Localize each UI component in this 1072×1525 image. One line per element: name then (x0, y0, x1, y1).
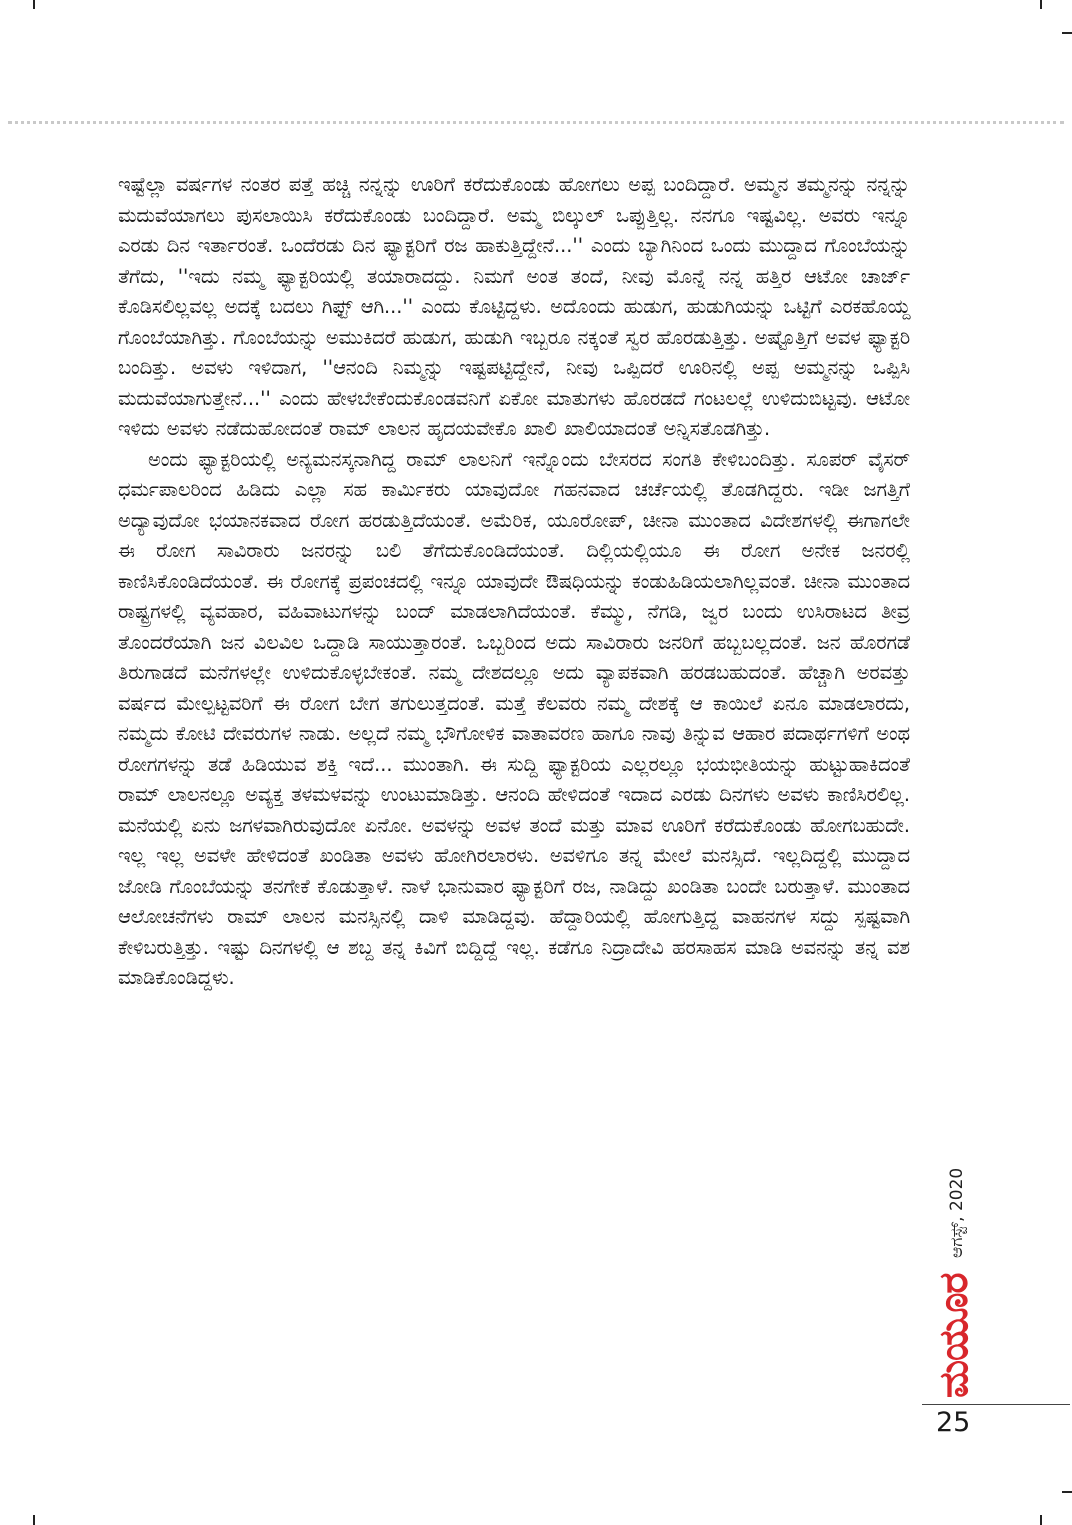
article-body (118, 170, 910, 994)
crop-mark-top-right (1040, 0, 1042, 9)
crop-mark-bottom-left (33, 1515, 35, 1525)
article-paragraph-1: ಇಷ್ಟೆಲ್ಲಾ ವರ್ಷಗಳ ನಂತರ ಪತ್ತೆ ಹಚ್ಚಿ ನನ್ನನ್ನು ಊರಿಗೆ ಕರೆದುಕೊಂಡು ಹೋಗಲು ಅಪ್ಪ ಬಂದಿದ್ದಾರೆ. ಅಮ್ಮನ ತಮ್ಮನನ್ನು ನನ್ನನ್ನು ಮದುವೆಯಾಗಲು ಪುಸಲಾಯಿಸಿ ಕರೆದುಕೊಂಡು ಬಂದಿದ್ದಾರೆ. ಅಮ್ಮ ಬಿಲ್ಕುಲ್ ಒಪ್ಪುತ್ತಿಲ್ಲ. ನನಗೂ ಇಷ್ಟವಿಲ್ಲ. ಅವರು ಇನ್ನೂ ಎರಡು ದಿನ ಇರ್ತಾರಂತೆ. ಒಂದೆರಡು ದಿನ ಫ್ಯಾಕ್ಟರಿಗೆ ರಜ ಹಾಕುತ್ತಿದ್ದೇನೆ...'' ಎಂದು ಬ್ಯಾಗಿನಿಂದ ಒಂದು ಮುದ್ದಾದ ಗೊಂಬೆಯನ್ನು ತೆಗೆದು, ''ಇದು ನಮ್ಮ ಫ್ಯಾಕ್ಟರಿಯಲ್ಲಿ ತಯಾರಾದದ್ದು. ನಿಮಗೆ ಅಂತ ತಂದೆ, ನೀವು ಮೊನ್ನೆ ನನ್ನ ಹತ್ತಿರ ಆಟೋ ಚಾರ್ಜ್ ಕೊಡಿಸಲಿಲ್ಲವಲ್ಲ ಅದಕ್ಕೆ ಬದಲು ಗಿಫ್ಟ್ ಆಗಿ...'' ಎಂದು ಕೊಟ್ಟಿದ್ದಳು. ಅದೊಂದು ಹುಡುಗ, ಹುಡುಗಿಯನ್ನು ಒಟ್ಟಿಗೆ ಎರಕಹೊಯ್ದ ಗೊಂಬೆಯಾಗಿತ್ತು. ಗೊಂಬೆಯನ್ನು ಅಮುಕಿದರೆ ಹುಡುಗ, ಹುಡುಗಿ ಇಬ್ಬರೂ ನಕ್ಕಂತೆ ಸ್ವರ ಹೊರಡುತ್ತಿತ್ತು. ಅಷ್ಟೊತ್ತಿಗೆ ಅವಳ ಫ್ಯಾಕ್ಟರಿ ಬಂದಿತ್ತು. ಅವಳು ಇಳಿದಾಗ, ''ಆನಂದಿ ನಿಮ್ಮನ್ನು ಇಷ್ಟಪಟ್ಟಿದ್ದೇನೆ, ನೀವು ಒಪ್ಪಿದರೆ ಊರಿನಲ್ಲಿ ಅಪ್ಪ ಅಮ್ಮನನ್ನು ಒಪ್ಪಿಸಿ ಮದುವೆಯಾಗುತ್ತೇನೆ...'' ಎಂದು ಹೇಳಬೇಕೆಂದುಕೊಂಡವನಿಗೆ ಏಕೋ ಮಾತುಗಳು ಹೊರಡದೆ ಗಂಟಲಲ್ಲೆ ಉಳಿದುಬಿಟ್ಟವು. ಆಟೋ ಇಳಿದು ಅವಳು ನಡೆದುಹೋದಂತೆ ರಾಮ್ ಲಾಲನ ಹೃದಯವೇಕೊ ಖಾಲಿ ಖಾಲಿಯಾದಂತೆ ಅನ್ನಿಸತೊಡಗಿತ್ತು. (118, 173, 910, 440)
issue-date: ಆಗಸ್ಟ್, 2020 (947, 1167, 967, 1258)
crop-mark-right-upper (1062, 32, 1072, 34)
crop-mark-bottom-right (1040, 1515, 1042, 1525)
header-dotted-rule (8, 121, 1064, 124)
magazine-logo: ಮಯೂರ (931, 1273, 977, 1398)
crop-mark-right-lower (1062, 1491, 1072, 1493)
page-number: 25 (936, 1407, 971, 1438)
crop-mark-top-left (33, 0, 35, 9)
article-paragraph-2: ಅಂದು ಫ್ಯಾಕ್ಟರಿಯಲ್ಲಿ ಅನ್ಯಮನಸ್ಕನಾಗಿದ್ದ ರಾಮ್ ಲಾಲನಿಗೆ ಇನ್ನೊಂದು ಬೇಸರದ ಸಂಗತಿ ಕೇಳಿಬಂದಿತ್ತು. ಸೂಪರ್ ವೈಸರ್ ಧರ್ಮಪಾಲರಿಂದ ಹಿಡಿದು ಎಲ್ಲಾ ಸಹ ಕಾರ್ಮಿಕರು ಯಾವುದೋ ಗಹನವಾದ ಚರ್ಚೆಯಲ್ಲಿ ತೊಡಗಿದ್ದರು. ಇಡೀ ಜಗತ್ತಿಗೆ ಅದ್ಯಾವುದೋ ಭಯಾನಕವಾದ ರೋಗ ಹರಡುತ್ತಿದೆಯಂತೆ. ಅಮೆರಿಕ, ಯೂರೋಪ್, ಚೀನಾ ಮುಂತಾದ ವಿದೇಶಗಳಲ್ಲಿ ಈಗಾಗಲೇ ಈ ರೋಗ ಸಾವಿರಾರು ಜನರನ್ನು ಬಲಿ ತೆಗೆದುಕೊಂಡಿದೆಯಂತೆ. ದಿಲ್ಲಿಯಲ್ಲಿಯೂ ಈ ರೋಗ ಅನೇಕ ಜನರಲ್ಲಿ ಕಾಣಿಸಿಕೊಂಡಿದೆಯಂತೆ. ಈ ರೋಗಕ್ಕೆ ಪ್ರಪಂಚದಲ್ಲಿ ಇನ್ನೂ ಯಾವುದೇ ಔಷಧಿಯನ್ನು ಕಂಡುಹಿಡಿಯಲಾಗಿಲ್ಲವಂತೆ. ಚೀನಾ ಮುಂತಾದ ರಾಷ್ಟ್ರಗಳಲ್ಲಿ ವ್ಯವಹಾರ, ವಹಿವಾಟುಗಳನ್ನು ಬಂದ್ ಮಾಡಲಾಗಿದೆಯಂತೆ. ಕೆಮ್ಮು, ನೆಗಡಿ, ಜ್ವರ ಬಂದು ಉಸಿರಾಟದ ತೀವ್ರ ತೊಂದರೆಯಾಗಿ ಜನ ವಿಲವಿಲ ಒದ್ದಾಡಿ ಸಾಯುತ್ತಾರಂತೆ. ಒಬ್ಬರಿಂದ ಅದು ಸಾವಿರಾರು ಜನರಿಗೆ ಹಬ್ಬಬಲ್ಲದಂತೆ. ಜನ ಹೊರಗಡೆ ತಿರುಗಾಡದೆ ಮನೆಗಳಲ್ಲೇ ಉಳಿದುಕೊಳ್ಳಬೇಕಂತೆ. ನಮ್ಮ ದೇಶದಲ್ಲೂ ಅದು ವ್ಯಾಪಕವಾಗಿ ಹರಡಬಹುದಂತೆ. ಹೆಚ್ಚಾಗಿ ಅರವತ್ತು ವರ್ಷದ ಮೇಲ್ಪಟ್ಟವರಿಗೆ ಈ ರೋಗ ಬೇಗ ತಗುಲುತ್ತದಂತೆ. ಮತ್ತೆ ಕೆಲವರು ನಮ್ಮ ದೇಶಕ್ಕೆ ಆ ಕಾಯಿಲೆ ಏನೂ ಮಾಡಲಾರದು, ನಮ್ಮದು ಕೋಟಿ ದೇವರುಗಳ ನಾಡು. ಅಲ್ಲದೆ ನಮ್ಮ ಭೌಗೋಳಿಕ ವಾತಾವರಣ ಹಾಗೂ ನಾವು ತಿನ್ನುವ ಆಹಾರ ಪದಾರ್ಥಗಳಿಗೆ ಅಂಥ ರೋಗಗಳನ್ನು ತಡೆ ಹಿಡಿಯುವ ಶಕ್ತಿ ಇದೆ... ಮುಂತಾಗಿ. ಈ ಸುದ್ದಿ ಫ್ಯಾಕ್ಟರಿಯ ಎಲ್ಲರಲ್ಲೂ ಭಯಭೀತಿಯನ್ನು ಹುಟ್ಟುಹಾಕಿದಂತೆ ರಾಮ್ ಲಾಲನಲ್ಲೂ ಅವ್ಯಕ್ತ ತಳಮಳವನ್ನು ಉಂಟುಮಾಡಿತ್ತು. ಆನಂದಿ ಹೇಳಿದಂತೆ ಇದಾದ ಎರಡು ದಿನಗಳು ಅವಳು ಕಾಣಿಸಿರಲಿಲ್ಲ. ಮನೆಯಲ್ಲಿ ಏನು ಜಗಳವಾಗಿರುವುದೋ ಏನೋ. ಅವಳನ್ನು ಅವಳ ತಂದೆ ಮತ್ತು ಮಾವ ಊರಿಗೆ ಕರೆದುಕೊಂಡು ಹೋಗಬಹುದೇ. ಇಲ್ಲ ಇಲ್ಲ ಅವಳೇ ಹೇಳಿದಂತೆ ಖಂಡಿತಾ ಅವಳು ಹೋಗಿರಲಾರಳು. ಅವಳಿಗೂ ತನ್ನ ಮೇಲೆ ಮನಸ್ಸಿದೆ. ಇಲ್ಲದಿದ್ದಲ್ಲಿ ಮುದ್ದಾದ ಜೋಡಿ ಗೊಂಬೆಯನ್ನು ತನಗೇಕೆ ಕೊಡುತ್ತಾಳೆ. ನಾಳೆ ಭಾನುವಾರ ಫ್ಯಾಕ್ಟರಿಗೆ ರಜ, ನಾಡಿದ್ದು ಖಂಡಿತಾ ಬಂದೇ ಬರುತ್ತಾಳೆ. ಮುಂತಾದ ಆಲೋಚನೆಗಳು ರಾಮ್ ಲಾಲನ ಮನಸ್ಸಿನಲ್ಲಿ ದಾಳಿ ಮಾಡಿದ್ದವು. ಹೆದ್ದಾರಿಯಲ್ಲಿ ಹೋಗುತ್ತಿದ್ದ ವಾಹನಗಳ ಸದ್ದು ಸ್ಪಷ್ಟವಾಗಿ ಕೇಳಿಬರುತ್ತಿತ್ತು. ಇಷ್ಟು ದಿನಗಳಲ್ಲಿ ಆ ಶಬ್ದ ತನ್ನ ಕಿವಿಗೆ ಬಿದ್ದಿದ್ದೆ ಇಲ್ಲ. ಕಡೆಗೂ ನಿದ್ರಾದೇವಿ ಹರಸಾಹಸ ಮಾಡಿ ಅವನನ್ನು ತನ್ನ ವಶ ಮಾಡಿಕೊಂಡಿದ್ದಳು. (118, 447, 910, 989)
